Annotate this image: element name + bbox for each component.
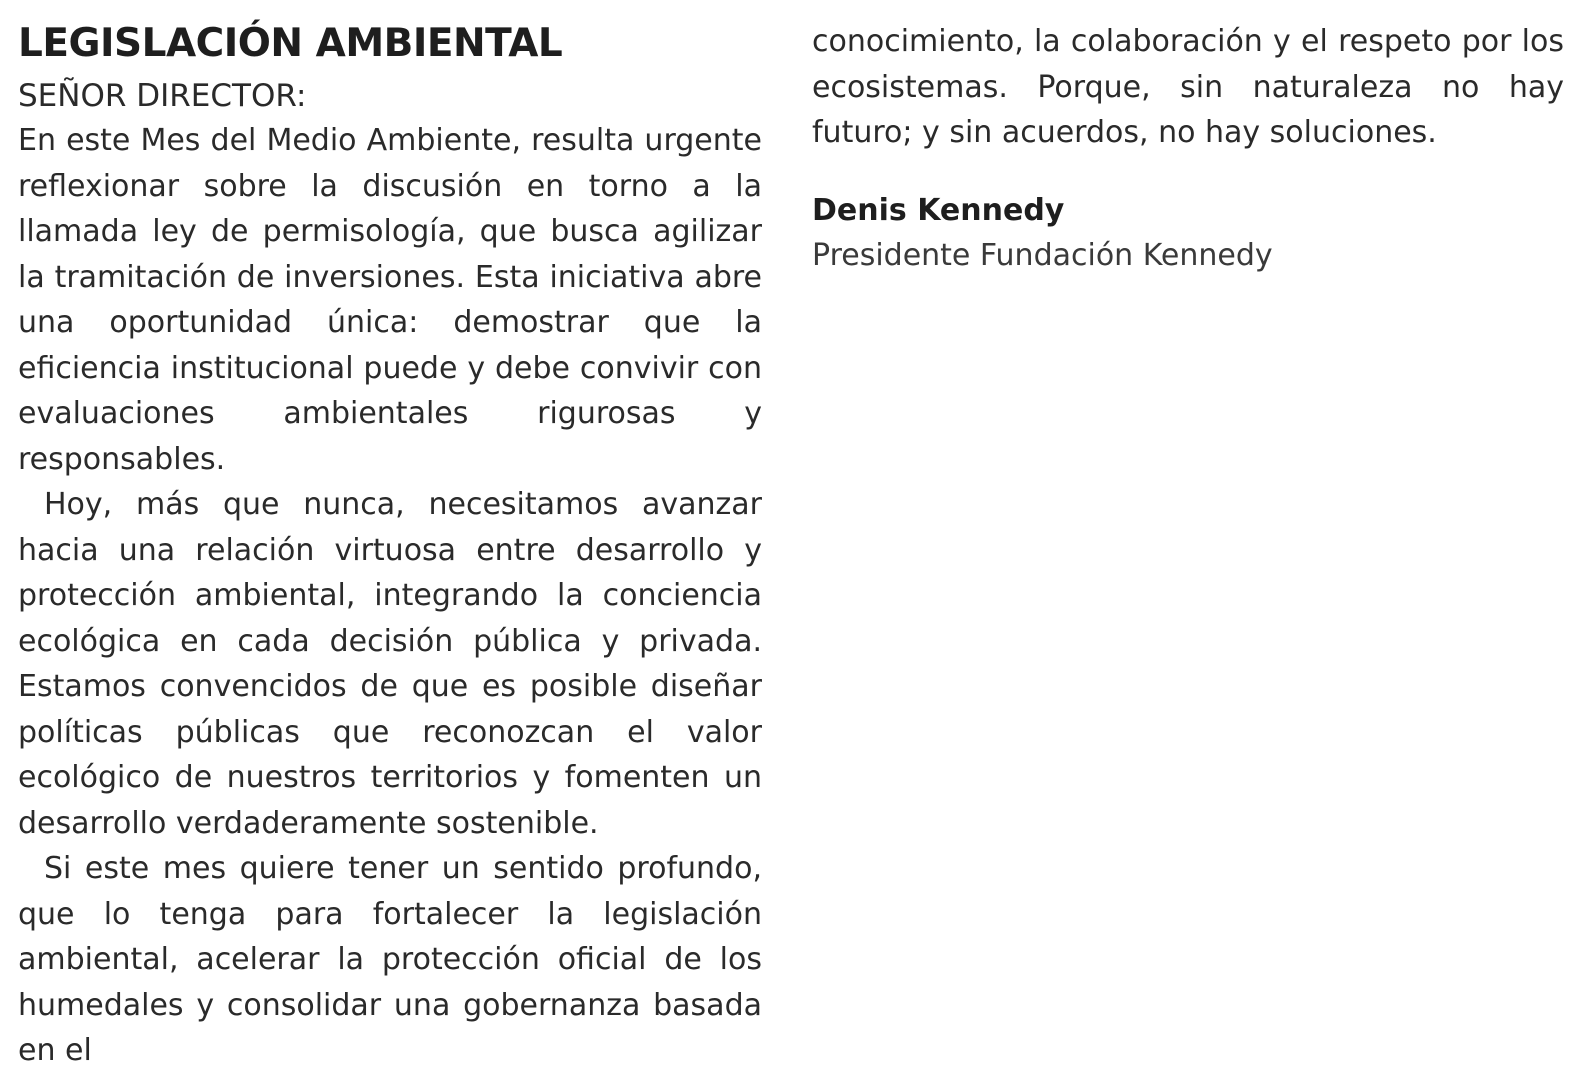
letter-paragraph-3: Si este mes quiere tener un sentido profundo, que lo tenga para fortalecer la legislación ambiental, acelerar la protección oficial de los humedales y consolidar una gobernanza basada en el [18, 851, 762, 1068]
letter-headline: LEGISLACIÓN AMBIENTAL [18, 21, 563, 66]
letter-paragraph-3-continued: conocimiento, la colaboración y el respeto por los ecosistemas. Porque, sin naturaleza no hay futuro; y sin acuerdos, no hay soluciones. [812, 24, 1564, 150]
letter-paragraph-2: Hoy, más que nunca, necesitamos avanzar hacia una relación virtuosa entre desarrollo y protección ambiental, integrando la conciencia ecológica en cada decisión pública y privada. Estamos convencidos de que es posible diseñar políticas públicas que reconozcan el valor ecológico de nuestros territorios y fomenten un desarrollo verdaderamente sostenible. [18, 487, 762, 841]
right-column [812, 0, 1564, 277]
signature-name: Denis Kennedy [812, 192, 1065, 228]
left-column [18, 0, 762, 1074]
signature-title: Presidente Fundación Kennedy [812, 237, 1273, 273]
letter-salutation: SEÑOR DIRECTOR: [18, 78, 307, 114]
letter-paragraph-1: En este Mes del Medio Ambiente, resulta urgente reflexionar sobre la discusión en torno a la llamada ley de permisología, que busca agilizar la tramitación de inversiones. Esta iniciativa abre una oportunidad única: demostrar que la eficiencia institucional puede y debe convivir con evaluaciones ambientales rigurosas y responsables. [18, 123, 762, 477]
